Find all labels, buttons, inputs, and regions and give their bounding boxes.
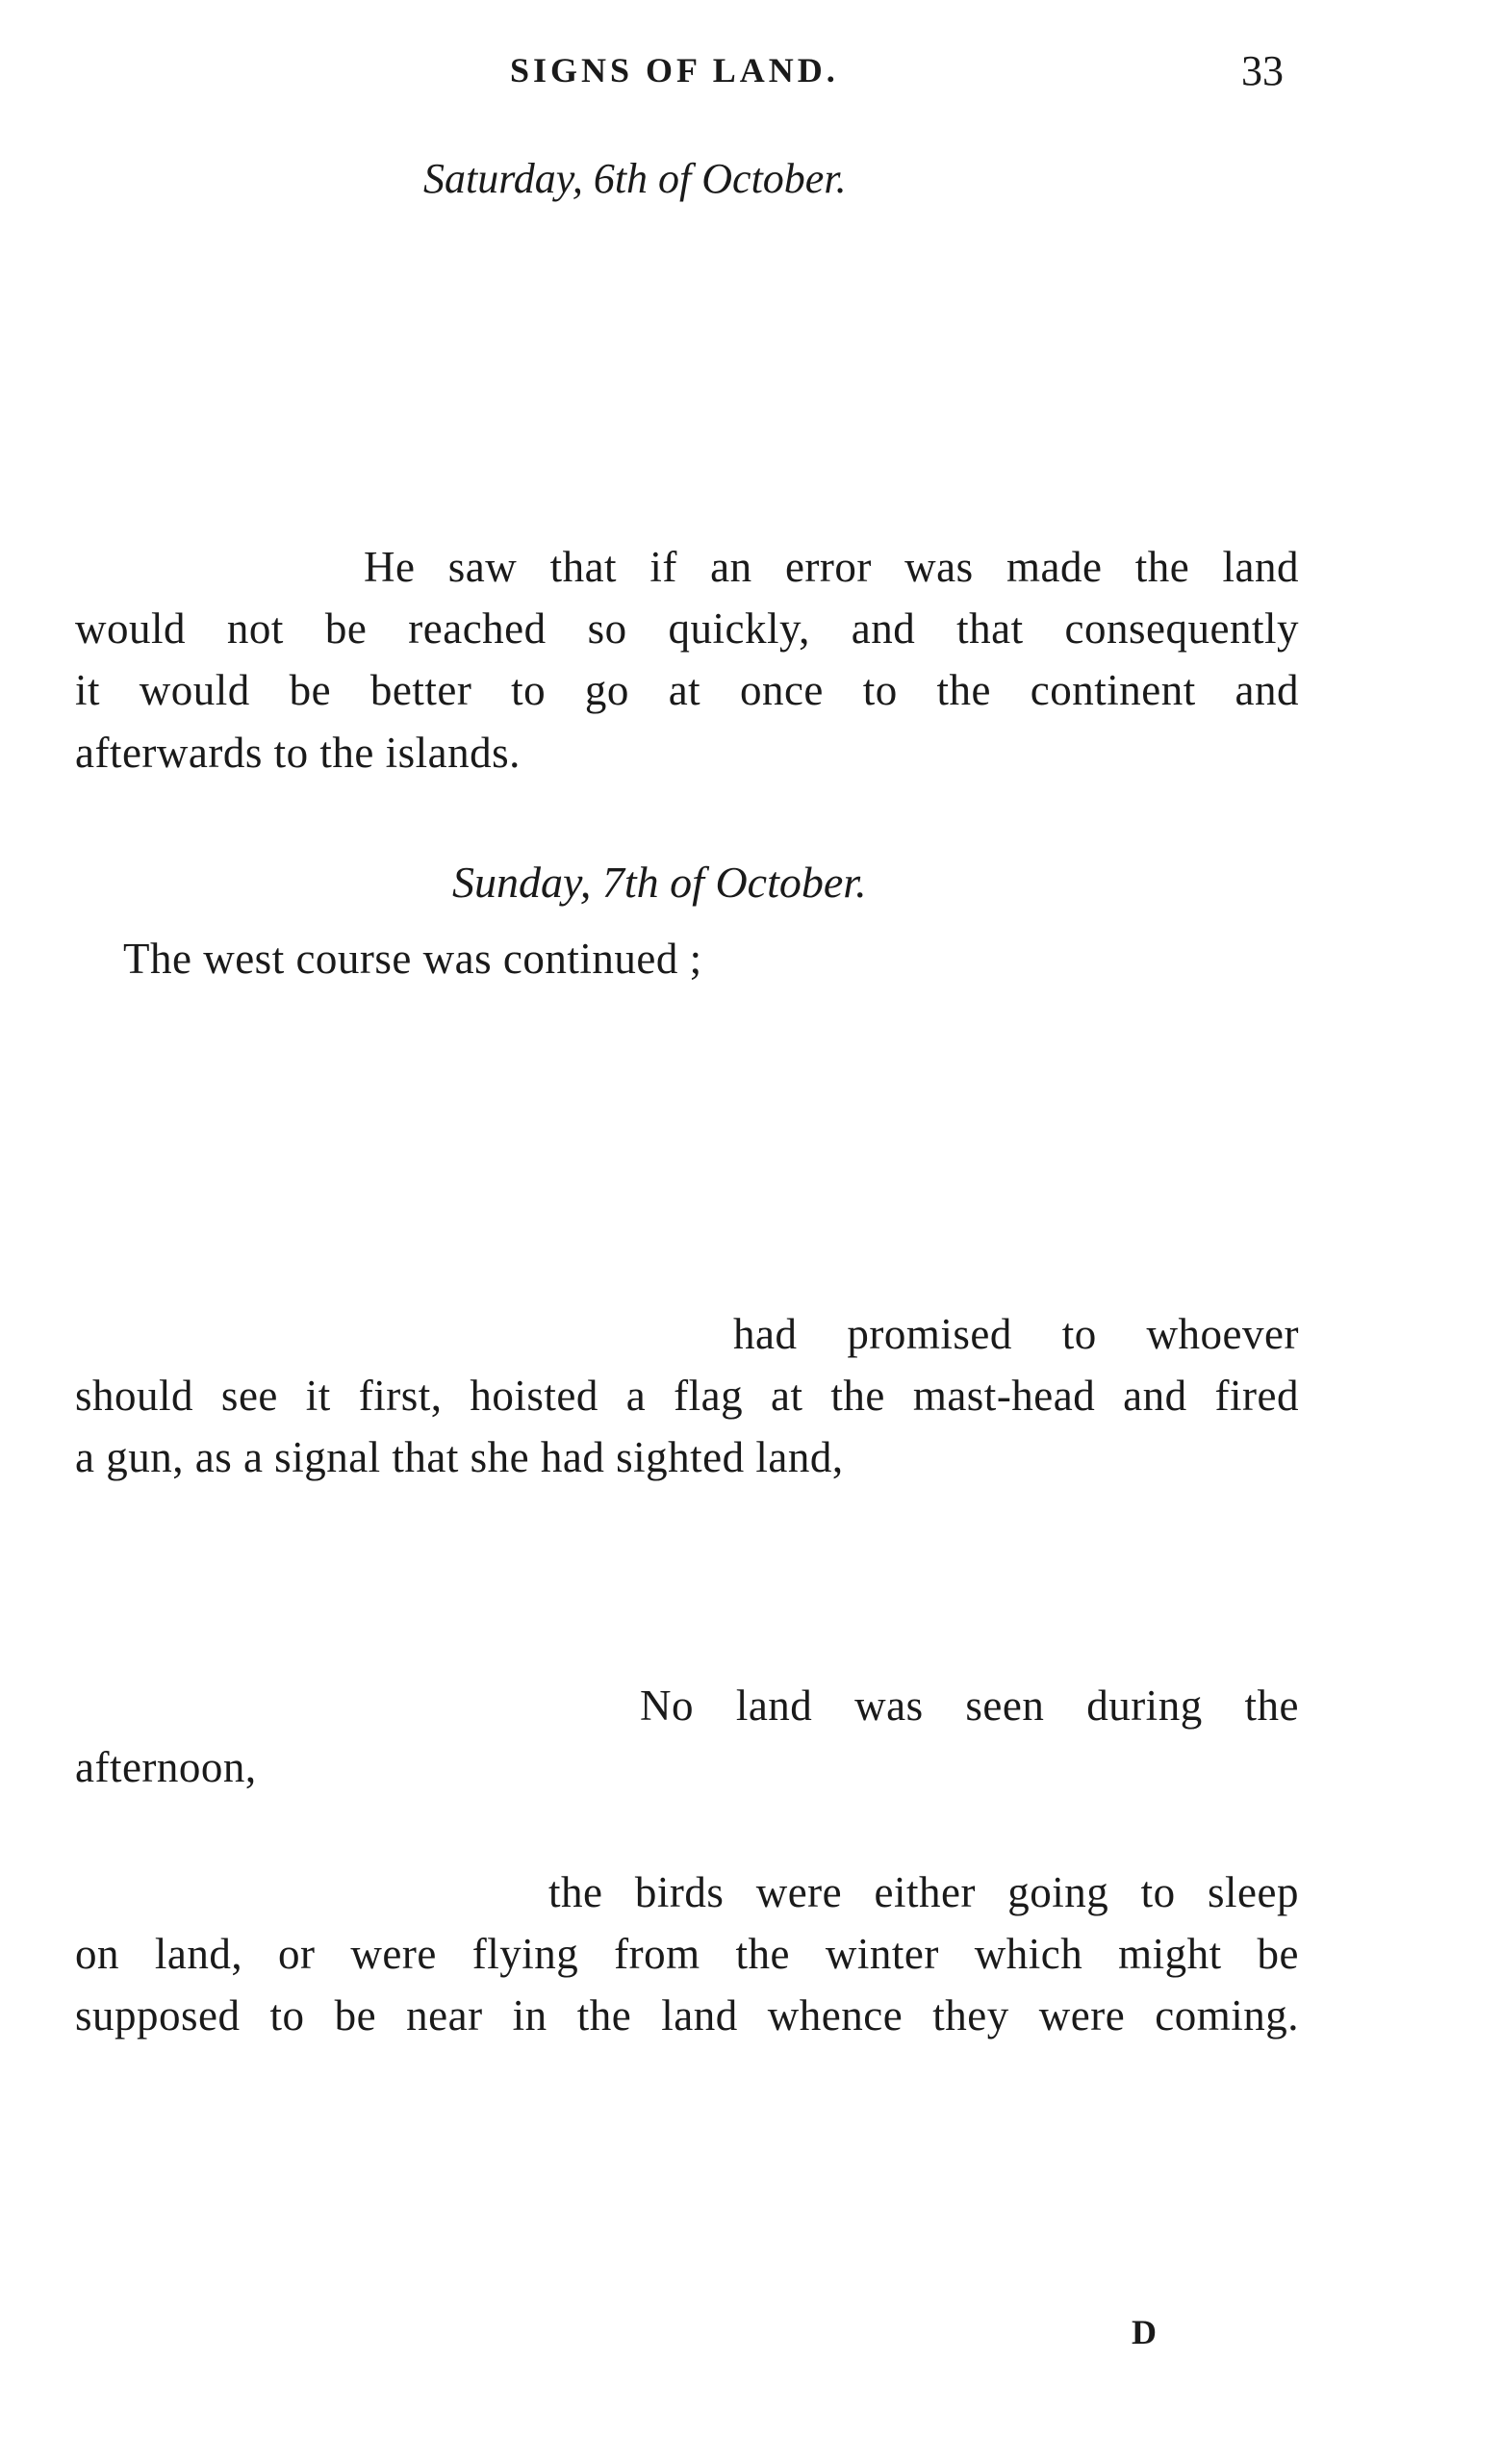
text-line: The west course was continued ;: [123, 935, 702, 983]
text-line: afternoon,: [75, 1743, 257, 1791]
text-line: had promised to whoever: [733, 1310, 1299, 1358]
date-heading-saturday: Saturday, 6th of October.: [423, 155, 847, 202]
text-line: supposed to be near in the land whence they were coming.: [75, 1991, 1299, 2040]
text-line: a gun, as a signal that she had sighted land,: [75, 1433, 844, 1481]
text-line: afterwards to the islands.: [75, 729, 521, 777]
text-line: should see it first, hoisted a flag at the mast-head and fired: [75, 1372, 1299, 1420]
text-line: on land, or were flying from the winter which might be: [75, 1930, 1299, 1978]
date-heading-sunday: Sunday, 7th of October.: [452, 858, 867, 907]
page-number: 33: [1241, 47, 1284, 94]
text-line: would not be reached so quickly, and that consequently: [75, 604, 1299, 653]
text-line: the birds were either going to sleep: [548, 1868, 1299, 1916]
signature-mark: D: [1132, 2313, 1157, 2351]
text-line: it would be better to go at once to the continent and: [75, 666, 1299, 714]
text-line: No land was seen during the: [640, 1681, 1299, 1730]
running-title: SIGNS OF LAND.: [510, 51, 839, 90]
running-head: [0, 47, 1502, 108]
text-line: He saw that if an error was made the land: [364, 543, 1299, 591]
